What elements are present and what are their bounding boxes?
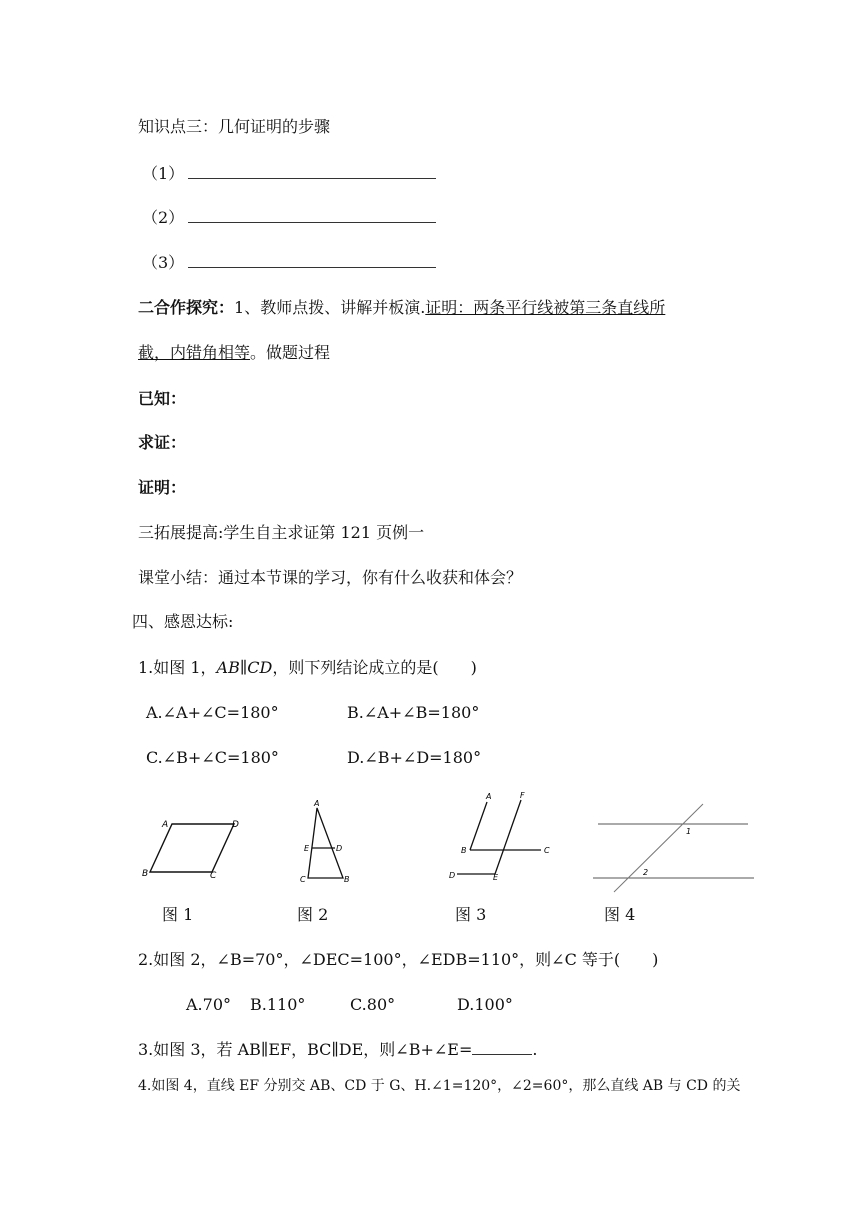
figure-3-caption: 图 3 bbox=[455, 905, 487, 924]
q3-answer-blank bbox=[472, 1040, 532, 1055]
explore-underlined-1: 证明：两条平行线被第三条直线所 bbox=[425, 298, 666, 317]
q3-stem-b: . bbox=[532, 1040, 538, 1059]
fig1-label-d: D bbox=[232, 820, 239, 830]
fig2-label-c: C bbox=[300, 875, 306, 884]
step-2-blank bbox=[188, 208, 436, 223]
q4-stem: 4.如图 4，直线 EF 分别交 AB、CD 于 G、H.∠1=120°，∠2=60°，那么直线 AB 与 CD 的关 bbox=[138, 1078, 741, 1094]
fig3-label-e: E bbox=[493, 873, 499, 882]
step-2 bbox=[142, 208, 436, 228]
q2-option-b: B.110° bbox=[250, 995, 306, 1014]
explore-underlined-2: 截，内错角相等 bbox=[138, 343, 251, 362]
q1-stem-a: 1.如图 1， bbox=[138, 658, 217, 677]
figure-3-parallel-lines bbox=[446, 788, 561, 888]
fig3-label-d: D bbox=[449, 871, 456, 880]
q1-stem-e: ，则下列结论成立的是( ) bbox=[272, 658, 477, 677]
explore-heading: 二合作探究： bbox=[138, 298, 235, 317]
fig3-label-b: B bbox=[461, 846, 467, 855]
part4-heading: 四、感恩达标: bbox=[132, 612, 234, 631]
prove-label: 求证： bbox=[138, 433, 187, 452]
q1-stem-c: ∥ bbox=[239, 658, 248, 677]
figure-2-triangle bbox=[292, 796, 362, 886]
step-3 bbox=[142, 253, 436, 273]
fig2-label-a: A bbox=[314, 799, 320, 808]
q2-stem: 2.如图 2，∠B=70°，∠DEC=100°，∠EDB=110°，则∠C 等于( ) bbox=[138, 950, 659, 969]
fig2-label-d: D bbox=[336, 844, 343, 853]
q3-stem bbox=[138, 1040, 537, 1060]
q1-option-d: D.∠B+∠D=180° bbox=[347, 748, 482, 767]
q2-option-c: C.80° bbox=[350, 995, 396, 1014]
step-1 bbox=[142, 164, 436, 184]
fig1-parallelogram-shape bbox=[150, 824, 234, 872]
q1-option-c: C.∠B+∠C=180° bbox=[146, 748, 279, 767]
given-label: 已知： bbox=[138, 389, 187, 408]
step-3-blank bbox=[188, 253, 436, 268]
fig3-label-f: F bbox=[520, 791, 525, 800]
explore-text-1: 1、教师点拨、讲解并板演. bbox=[234, 298, 426, 317]
q1-option-a: A.∠A+∠C=180° bbox=[146, 703, 279, 722]
q3-stem-a: 3.如图 3，若 AB∥EF，BC∥DE，则∠B+∠E= bbox=[138, 1040, 473, 1059]
figure-4-transversal bbox=[588, 798, 758, 893]
fig3-label-c: C bbox=[544, 846, 550, 855]
proof-label: 证明： bbox=[138, 478, 187, 497]
summary-text: 课堂小结：通过本节课的学习，你有什么收获和体会？ bbox=[138, 568, 523, 587]
step-2-label: （2） bbox=[142, 208, 185, 227]
q1-stem-d: CD bbox=[247, 658, 273, 677]
fig1-label-a: A bbox=[162, 820, 169, 830]
q1-stem bbox=[138, 658, 477, 678]
q1-option-b: B.∠A+∠B=180° bbox=[347, 703, 480, 722]
q1-stem-b: AB bbox=[216, 658, 240, 677]
section3-title: 知识点三：几何证明的步骤 bbox=[138, 117, 331, 136]
fig2-label-b: B bbox=[344, 875, 350, 884]
q2-option-a: A.70° bbox=[186, 995, 231, 1014]
fig2-triangle-shape bbox=[308, 808, 343, 878]
explore-line-2 bbox=[138, 343, 330, 363]
figure-4-caption: 图 4 bbox=[604, 905, 636, 924]
fig1-label-b: B bbox=[142, 869, 149, 879]
fig3-line-ab bbox=[470, 802, 487, 850]
fig2-label-e: E bbox=[304, 844, 310, 853]
fig3-label-a: A bbox=[486, 792, 492, 801]
figure-1-parallelogram bbox=[138, 812, 248, 882]
figure-2-caption: 图 2 bbox=[297, 905, 329, 924]
step-1-blank bbox=[188, 164, 436, 179]
q2-option-d: D.100° bbox=[457, 995, 513, 1014]
explore-text-2: 。做题过程 bbox=[250, 343, 331, 362]
fig1-label-c: C bbox=[210, 871, 217, 881]
fig3-line-ef bbox=[495, 800, 521, 874]
fig4-line-ef bbox=[614, 804, 703, 892]
fig4-angle-2: 2 bbox=[643, 868, 649, 877]
figure-1-caption: 图 1 bbox=[162, 905, 194, 924]
step-1-label: （1） bbox=[142, 164, 185, 183]
fig4-angle-1: 1 bbox=[686, 827, 692, 836]
step-3-label: （3） bbox=[142, 253, 185, 272]
explore-line-1 bbox=[138, 298, 665, 318]
extend-text: 三拓展提高:学生自主求证第 121 页例一 bbox=[138, 523, 425, 542]
